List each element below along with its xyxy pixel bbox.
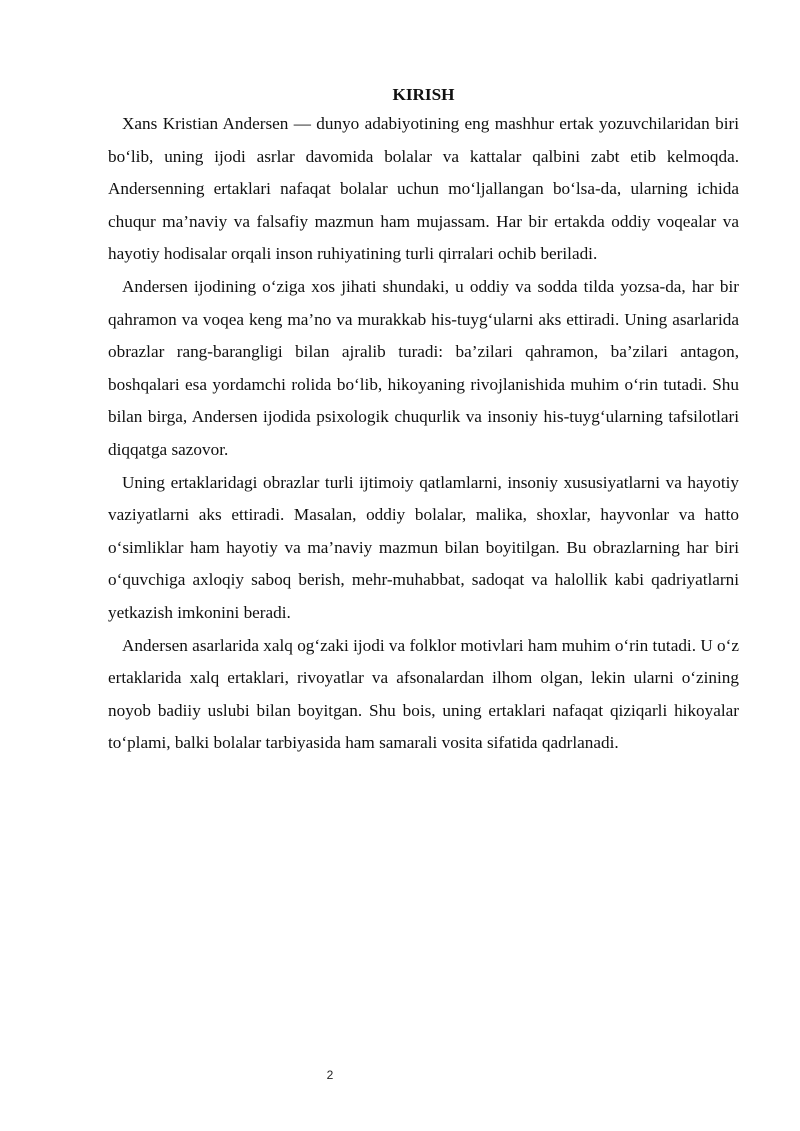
- section-heading: KIRISH: [392, 85, 455, 104]
- paragraph-3: Uning ertaklaridagi obrazlar turli ijtimoiy qatlamlarni, insoniy xususiyatlarni va hayotiy vaziyatlarni aks ettiradi. Masalan, oddiy bolalar, malika, shoxlar, hayvonlar va hatto o‘simliklar ham hayotiy va ma’naviy mazmun bilan boyitilgan. Bu obrazlarning har biri o‘quvchiga axloqiy saboq berish, mehr-muhabbat, sadoqat va halollik kabi qadriyatlarni yetkazish imkonini beradi.: [108, 472, 739, 622]
- document-page: [108, 82, 739, 760]
- paragraph-4: Andersen asarlarida xalq og‘zaki ijodi va folklor motivlari ham muhim o‘rin tutadi. U o‘z ertaklarida xalq ertaklari, rivoyatlar va afsonalardan ilhom olgan, lekin ularni o‘zining noyob badiiy uslubi bilan boyitgan. Shu bois, uning ertaklari nafaqat qiziqarli hikoyalar to‘plami, balki bolalar tarbiyasida ham samarali vosita sifatida qadrlanadi.: [108, 635, 739, 753]
- paragraph-2: Andersen ijodining o‘ziga xos jihati shundaki, u oddiy va sodda tilda yozsa-da, har bir qahramon va voqea keng ma’no va murakkab his-tuyg‘ularni aks ettiradi. Uning asarlarida obrazlar rang-barangligi bilan ajralib turadi: ba’zilari qahramon, ba’zilari antagon, boshqalari esa yordamchi rolida bo‘lib, hikoyaning rivojlanishida muhim o‘rin tutadi. Shu bilan birga, Andersen ijodida psixologik chuqurlik va insoniy his-tuyg‘ularning tafsilotlari diqqatga sazovor.: [108, 276, 739, 459]
- paragraph-1: Xans Kristian Andersen — dunyo adabiyotining eng mashhur ertak yozuvchilaridan biri bo‘lib, uning ijodi asrlar davomida bolalar va kattalar qalbini zabt etib kelmoqda. Andersenning ertaklari nafaqat bolalar uchun mo‘ljallangan bo‘lsa-da, ularning ichida chuqur ma’naviy va falsafiy mazmun ham mujassam. Har bir ertakda oddiy voqealar va hayotiy hodisalar orqali inson ruhiyatining turli qirralari ochib beriladi.: [108, 114, 739, 264]
- page-number: 2: [326, 1068, 334, 1082]
